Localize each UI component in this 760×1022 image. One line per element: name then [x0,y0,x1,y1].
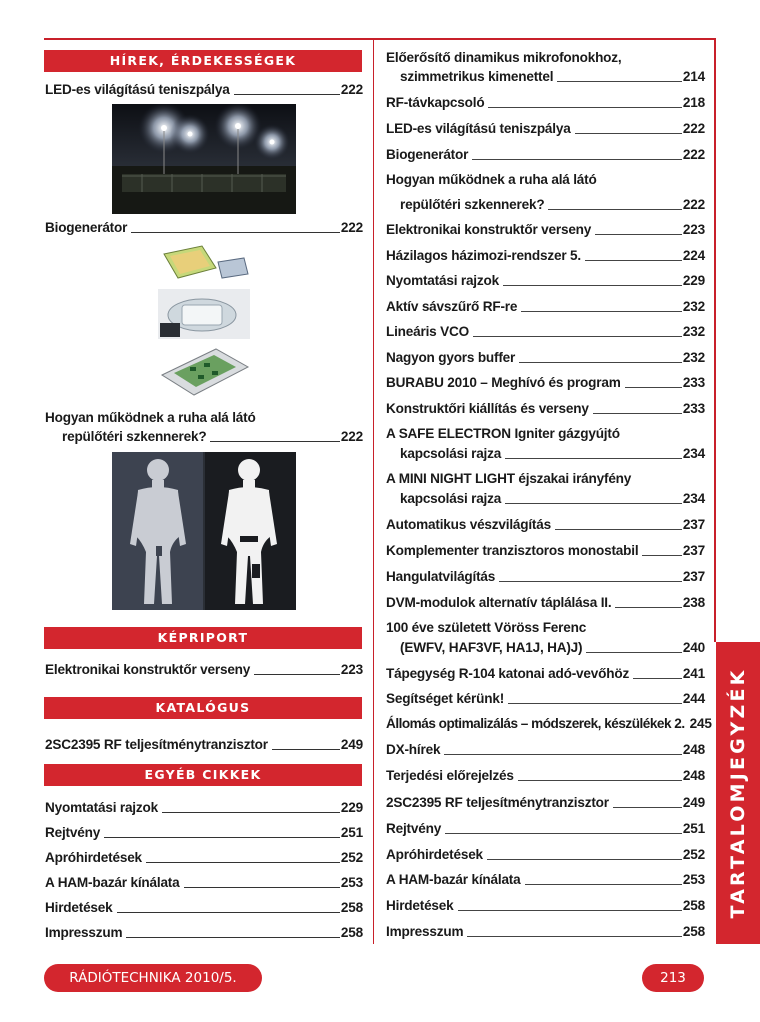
toc-entry-imprint[interactable] [45,925,363,941]
section-header-katalogus: KATALÓGUS [44,697,362,719]
toc-page: 223 [340,662,363,677]
toc-title: RF-távkapcsoló [386,95,485,110]
toc-page: 258 [340,925,363,940]
toc-title: LED-es világítású teniszpálya [386,121,571,136]
toc-page: 244 [682,691,705,706]
toc-title: Nyomtatási rajzok [386,273,499,288]
toc-title: repülőtéri szkennerek? [400,197,545,212]
toc-entry-linear-vco[interactable] [386,324,705,340]
toc-title: Komplementer tranzisztoros monostabil [386,543,639,558]
toc-entry-classifieds-r[interactable] [386,847,705,863]
toc-page: 253 [682,872,705,887]
leader-line [521,311,682,312]
leader-line [184,887,340,888]
side-tab-label: TARTALOMJEGYZÉK [727,667,749,919]
leader-line [593,413,682,414]
leader-line [473,336,682,337]
toc-title-line: A MINI NIGHT LIGHT éjszakai irányfény [386,471,632,486]
toc-entry-ads-r[interactable] [386,898,705,914]
leader-line [126,937,340,938]
toc-title: Segítséget kérünk! [386,691,505,706]
biogenerator-photo-3 [160,345,250,397]
toc-page: 251 [340,825,363,840]
toc-entry-led-tennis-r[interactable] [386,121,705,137]
toc-entry-voross-ferenc[interactable] [400,640,705,656]
toc-entry-2sc2395-r[interactable] [386,795,705,811]
toc-title: 2SC2395 RF teljesítménytranzisztor [386,795,609,810]
toc-page: 251 [682,821,705,836]
toc-page: 238 [682,595,705,610]
toc-entry-biogenerator[interactable] [45,220,363,236]
toc-entry-r104-psu[interactable] [386,666,705,682]
toc-page: 258 [682,924,705,939]
biogenerator-photo-2 [158,289,250,339]
toc-page: 245 [689,716,712,731]
leader-line [575,133,682,134]
leader-line [234,94,340,95]
toc-title: Állomás optimalizálás – módszerek, készülékek 2. [386,716,685,731]
leader-line [555,529,682,530]
toc-page: 232 [682,350,705,365]
toc-page: 214 [682,69,705,84]
biogenerator-photo-1 [160,244,250,282]
leader-line [519,362,682,363]
section-header-kepriport: KÉPRIPORT [44,627,362,649]
leader-line [210,441,339,442]
toc-entry-ads[interactable] [45,900,363,916]
leader-line [633,678,682,679]
leader-line [548,209,681,210]
leader-line [445,833,682,834]
toc-title: Biogenerátor [386,147,469,162]
leader-line [586,652,682,653]
toc-entry-propagation[interactable] [386,768,705,784]
leader-line [499,581,682,582]
leader-line [508,703,682,704]
toc-title: Nagyon gyors buffer [386,350,516,365]
toc-title: Apróhirdetések [45,850,142,865]
leader-line [472,159,682,160]
toc-page: 222 [682,147,705,162]
toc-entry-active-bandpass[interactable] [386,299,705,315]
leader-line [104,837,340,838]
section-header-hirek: HÍREK, ÉRDEKESSÉGEK [44,50,362,72]
toc-entry-imprint-r[interactable] [386,924,705,940]
toc-entry-mini-night-light[interactable] [400,491,705,507]
toc-title: kapcsolási rajza [400,446,502,461]
leader-line [503,285,682,286]
leader-line [585,260,682,261]
toc-page: 240 [682,640,705,655]
toc-title: Hirdetések [45,900,113,915]
magazine-issue-badge: RÁDIÓTECHNIKA 2010/5. [44,964,262,992]
leader-line [254,674,340,675]
leader-line [613,807,682,808]
toc-title: Tápegység R-104 katonai adó-vevőhöz [386,666,630,681]
toc-title: repülőtéri szkennerek? [62,429,207,444]
toc-title: DX-hírek [386,742,441,757]
leader-line [444,754,682,755]
toc-page: 241 [682,666,705,681]
toc-page: 249 [682,795,705,810]
toc-title: A HAM-bazár kínálata [45,875,180,890]
leader-line [595,234,682,235]
toc-entry-dx-news[interactable] [386,742,705,758]
leader-line [117,912,340,913]
toc-entry-puzzle[interactable] [45,825,363,841]
toc-title: Impresszum [386,924,464,939]
leader-line [458,910,682,911]
toc-title: Rejtvény [386,821,442,836]
toc-entry-print-drawings-r[interactable] [386,273,705,289]
toc-page: 237 [682,517,705,532]
toc-page: 233 [682,401,705,416]
toc-entry-led-tennis[interactable] [45,82,363,98]
toc-entry-mic-preamp[interactable] [400,69,705,85]
toc-page: 222 [340,82,363,97]
toc-page: 224 [682,248,705,263]
toc-page: 218 [682,95,705,110]
toc-entry-mood-lighting[interactable] [386,569,705,585]
leader-line [131,232,340,233]
toc-title: 2SC2395 RF teljesítménytranzisztor [45,737,268,752]
toc-title: Aktív sávszűrő RF-re [386,299,518,314]
leader-line [505,458,682,459]
leader-line [557,81,682,82]
toc-entry-scanners[interactable] [62,429,363,445]
toc-page: 229 [340,800,363,815]
toc-entry-biogenerator-r[interactable] [386,147,705,163]
leader-line [642,555,681,556]
toc-entry-2sc2395[interactable] [45,737,363,753]
toc-page: 222 [682,197,705,212]
leader-line [488,107,681,108]
toc-entry-print-drawings[interactable] [45,800,363,816]
toc-page: 237 [682,569,705,584]
toc-title: Nyomtatási rajzok [45,800,158,815]
toc-title-line: Hogyan működnek a ruha alá látó [386,172,597,187]
toc-title: DVM-modulok alternatív táplálása II. [386,595,612,610]
section-header-egyeb: EGYÉB CIKKEK [44,764,362,786]
toc-page: 252 [682,847,705,862]
toc-page: 234 [682,491,705,506]
toc-page: 249 [340,737,363,752]
leader-line [505,503,682,504]
toc-page: 222 [340,220,363,235]
toc-entry-burabu[interactable] [386,375,705,391]
leader-line [525,884,682,885]
toc-entry-ham-bazaar-r[interactable] [386,872,705,888]
toc-entry-exhibition[interactable] [386,401,705,417]
toc-title-line: Előerősítő dinamikus mikrofonokhoz, [386,50,622,65]
toc-entry-monostable[interactable] [386,543,705,559]
toc-title: A HAM-bazár kínálata [386,872,521,887]
leader-line [467,936,682,937]
leader-line [518,780,682,781]
table-of-contents-side-tab [716,642,760,944]
toc-page: 237 [682,543,705,558]
toc-title: Lineáris VCO [386,324,469,339]
toc-title-line: A SAFE ELECTRON Igniter gázgyújtó [386,426,620,441]
toc-title: Hirdetések [386,898,454,913]
toc-page: 234 [682,446,705,461]
toc-entry-rf-remote[interactable] [386,95,705,111]
frame-right-rule [714,38,716,642]
leader-line [615,607,681,608]
leader-line [272,749,340,750]
toc-entry-station-optimization[interactable] [386,716,712,732]
toc-page: 223 [682,222,705,237]
leader-line [625,387,682,388]
page-number-badge: 213 [642,964,704,992]
toc-page: 253 [340,875,363,890]
toc-page: 229 [682,273,705,288]
toc-page: 258 [340,900,363,915]
toc-entry-help-request[interactable] [386,691,705,707]
toc-entry-classifieds[interactable] [45,850,363,866]
toc-title: Hangulatvilágítás [386,569,496,584]
toc-entry-ham-bazaar[interactable] [45,875,363,891]
toc-page: 222 [682,121,705,136]
toc-page: 233 [682,375,705,390]
toc-title: Konstruktőri kiállítás és verseny [386,401,589,416]
toc-page: 232 [682,324,705,339]
toc-title: Impresszum [45,925,123,940]
toc-title: szimmetrikus kimenettel [400,69,554,84]
body-scanner-photo [112,452,296,610]
frame-top-rule [44,38,716,40]
toc-title-line: 100 éve született Vöröss Ferenc [386,620,587,635]
toc-title: Elektronikai konstruktőr verseny [386,222,592,237]
toc-title: LED-es világítású teniszpálya [45,82,230,97]
toc-page: 248 [682,768,705,783]
toc-title: Automatikus vészvilágítás [386,517,551,532]
toc-entry-scanners-r[interactable] [400,197,705,213]
toc-title: Apróhirdetések [386,847,483,862]
toc-page: 232 [682,299,705,314]
toc-page: 248 [682,742,705,757]
toc-entry-safe-electron[interactable] [400,446,705,462]
toc-title: kapcsolási rajza [400,491,502,506]
toc-entry-home-theater[interactable] [386,248,705,264]
leader-line [146,862,340,863]
toc-title-line: Hogyan működnek a ruha alá látó [45,410,256,425]
toc-entry-constructor-contest[interactable] [45,662,363,678]
toc-page: 258 [682,898,705,913]
toc-entry-fast-buffer[interactable] [386,350,705,366]
toc-title: (EWFV, HAF3VF, HA1J, HA)J) [400,640,583,655]
toc-title: Terjedési előrejelzés [386,768,514,783]
leader-line [487,859,682,860]
toc-page: 222 [340,429,363,444]
toc-entry-puzzle-r[interactable] [386,821,705,837]
toc-title: Elektronikai konstruktőr verseny [45,662,251,677]
toc-title: Házilagos házimozi-rendszer 5. [386,248,581,263]
toc-entry-emergency-light[interactable] [386,517,705,533]
toc-entry-dvm-modules[interactable] [386,595,705,611]
leader-line [162,812,340,813]
toc-page: 252 [340,850,363,865]
toc-title: Rejtvény [45,825,101,840]
column-divider [373,38,374,944]
toc-title: BURABU 2010 – Meghívó és program [386,375,621,390]
tennis-court-photo [112,104,296,214]
toc-title: Biogenerátor [45,220,128,235]
toc-entry-constructor-contest-r[interactable] [386,222,705,238]
